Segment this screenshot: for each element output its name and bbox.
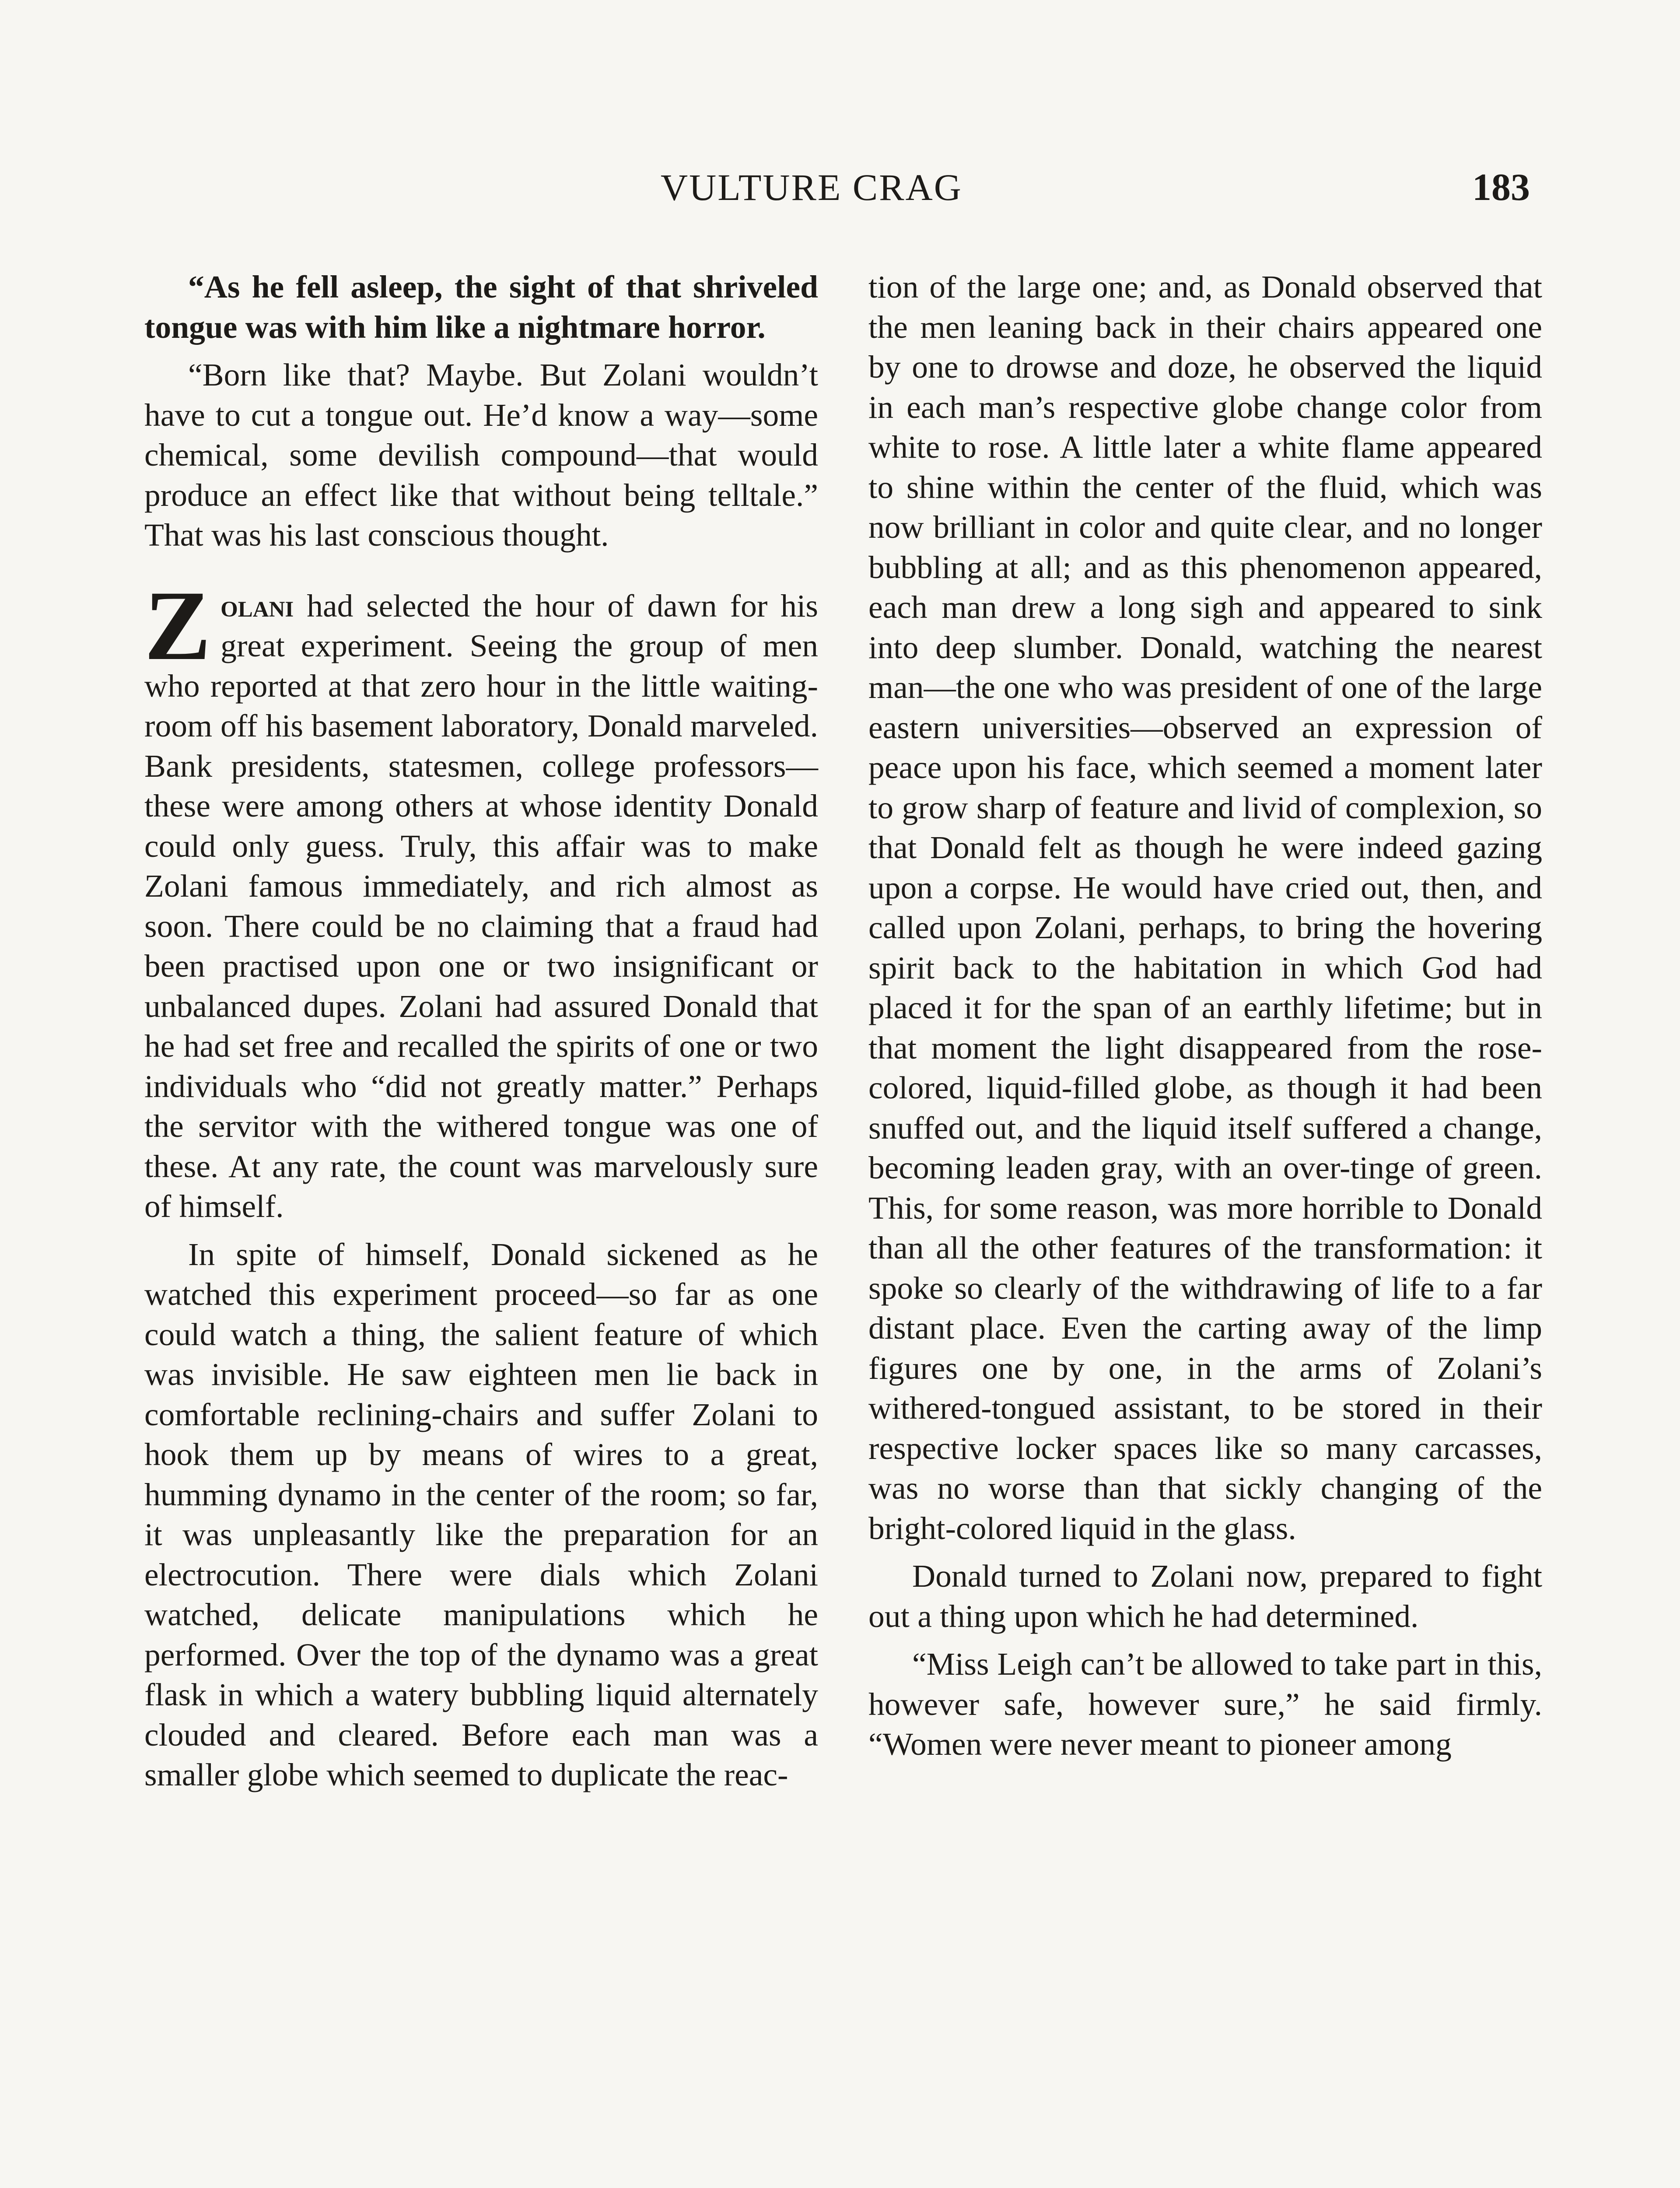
paragraph: In spite of himself, Donald sickened as he watched this experiment proceed—so far as one could watch a thing, the salient feature of which was invisible. He saw eighteen men lie back in comfortable reclining-chairs and suffer Zolani to hook them up by means of wires to a great, humming dynamo in the center of the room; so far, it was unpleasantly like the preparation for an electrocution. There were dials which Zolani watched, delicate manipulations which he performed. Over the top of the dynamo was a great flask in which a watery bubbling liquid alternately clouded and cleared. Before each man was a smaller globe which seemed to duplicate the reac- [144, 1236, 818, 1792]
small-caps-lead: olani [220, 588, 294, 624]
paragraph: “As he fell asleep, the sight of that shriveled tongue was with him like a nightmare horror. [144, 269, 818, 345]
paragraph: “Born like that? Maybe. But Zolani wouldn’t have to cut a tongue out. He’d know a way—some chemical, some devilish compound—that would produce an effect like that without being telltale.” That was his last conscious thought. [144, 357, 818, 553]
paragraph: Donald turned to Zolani now, prepared to fight out a thing upon which he had determined. [868, 1558, 1542, 1634]
drop-cap: Z [144, 570, 211, 681]
page-header [0, 165, 1680, 214]
left-column [144, 267, 818, 1795]
page-number: 183 [1472, 166, 1530, 209]
paragraph: tion of the large one; and, as Donald observed that the men leaning back in their chairs appeared one by one to drowse and doze, he observed the liquid in each man’s respective globe change color from white to rose. A little later a white flame appeared to shine within the center of the fluid, which was now brilliant in color and quite clear, and no longer bubbling at all; and as this phenomenon appeared, each man drew a long sigh and appeared to sink into deep slumber. Donald, watching the nearest man—the one who was president of one of the large eastern universities—observed an expression of peace upon his face, which seemed a moment later to grow sharp of feature and livid of complexion, so that Donald felt as though he were indeed gazing upon a corpse. He would have cried out, then, and called upon Zolani, perhaps, to bring the hovering spirit back to the habitation in which God had placed it for the span of an earthly lifetime; but in that moment the light disappeared from the rose-colored, liquid-filled globe, as though it had been snuffed out, and the liquid itself suffered a change, becoming leaden gray, with an over-tinge of green. This, for some reason, was more horrible to Donald than all the other features of the transformation: it spoke so clearly of the withdrawing of life to a far distant place. Even the carting away of the limp figures one by one, in the arms of Zolani’s withered-tongued assistant, to be stored in their respective locker spaces like so many carcasses, was no worse than that sickly changing of the bright-colored liquid in the glass. [868, 269, 1542, 1546]
right-column [868, 267, 1542, 1764]
section-opening-paragraph [144, 570, 818, 1227]
running-title: VULTURE CRAG [661, 166, 962, 208]
paragraph-text: had selected the hour of dawn for his great experiment. Seeing the group of men who reported at that zero hour in the little waiting-room off his basement laboratory, Donald marveled. Bank presidents, statesmen, college professors—these were among others at whose identity Donald could only guess. Truly, this affair was to make Zolani famous immediately, and rich almost as soon. There could be no claiming that a fraud had been practised upon one or two insignificant or unbalanced dupes. Zolani had assured Donald that he had set free and recalled the spirits of one or two individuals who “did not greatly matter.” Perhaps the servitor with the withered tongue was one of these. At any rate, the count was marvelously sure of himself. [144, 588, 818, 1224]
paragraph: “Miss Leigh can’t be allowed to take part in this, however safe, however sure,” he said firmly. “Women were never meant to pioneer among [868, 1646, 1542, 1762]
